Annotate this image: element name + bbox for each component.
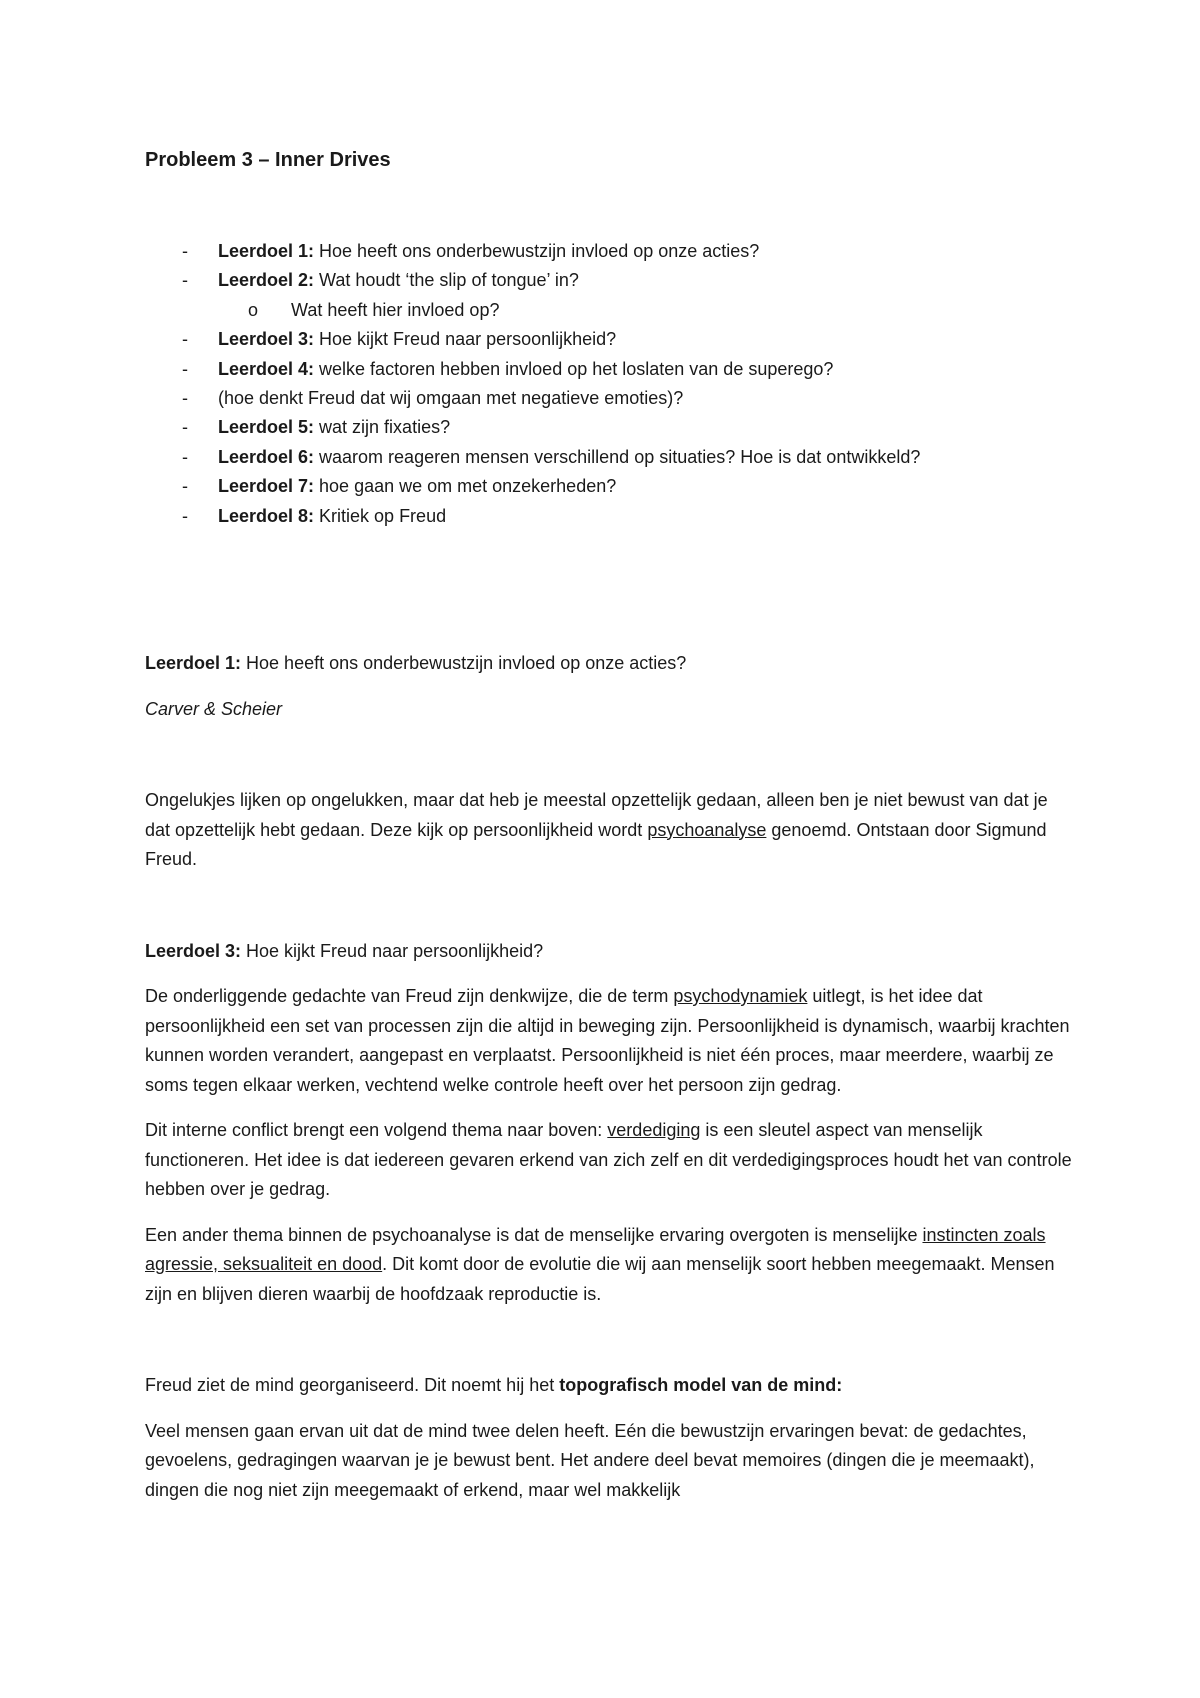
- goal-label: Leerdoel 6:: [218, 446, 315, 467]
- paragraph-text: is een sleutel aspect van menselijk functioneren. Het idee is dat iedereen gevaren erkend van zich zelf en dit verdedigingsproces houdt het van controle hebben over je gedrag.: [145, 1120, 1072, 1200]
- goal-text: (hoe denkt Freud dat wij omgaan met negatieve emoties)?: [218, 388, 684, 409]
- list-bullet: -: [182, 446, 188, 467]
- list-bullet: -: [182, 241, 188, 261]
- goal-subitem: [145, 296, 1075, 325]
- goal-item: [145, 355, 1075, 384]
- goal-text: Wat heeft hier invloed op?: [291, 299, 500, 320]
- goal-item: [145, 413, 1075, 442]
- underlined-term: instincten zoals agressie, seksualiteit en dood: [145, 1224, 1046, 1275]
- paragraph-text: Freud ziet de mind georganiseerd. Dit noemt hij het: [145, 1375, 560, 1396]
- document-content: [145, 145, 1075, 1505]
- section-leerdoel-3: [145, 937, 1075, 1310]
- section-topographic-model: [145, 1371, 1075, 1505]
- goal-text: wat zijn fixaties?: [314, 417, 451, 438]
- section-heading: [145, 649, 1075, 679]
- goal-item: [145, 384, 1075, 413]
- paragraph: [145, 786, 1075, 875]
- goal-item: [145, 502, 1075, 531]
- goal-item: [145, 237, 1075, 266]
- goal-item: [145, 443, 1075, 472]
- goal-label: Leerdoel 1:: [218, 241, 315, 261]
- list-bullet: o: [248, 299, 259, 320]
- paragraph-text: genoemd. Ontstaan door Sigmund Freud.: [145, 819, 1047, 870]
- goal-text: Wat houdt ‘the slip of tongue’ in?: [314, 270, 579, 291]
- paragraph-text: Een ander thema binnen de psychoanalyse is dat de menselijke ervaring overgoten is menselijke: [145, 1224, 923, 1245]
- goal-label: Leerdoel 3:: [218, 329, 315, 350]
- goal-text: Hoe kijkt Freud naar persoonlijkheid?: [314, 329, 617, 350]
- paragraph: [145, 1116, 1075, 1205]
- document-title: Probleem 3 – Inner Drives: [145, 149, 391, 171]
- learning-goals-list: [145, 237, 1075, 531]
- list-bullet: -: [182, 505, 188, 526]
- goal-text: hoe gaan we om met onzekerheden?: [314, 476, 617, 497]
- goal-text: waarom reageren mensen verschillend op situaties? Hoe is dat ontwikkeld?: [314, 446, 921, 467]
- heading-text: Hoe heeft ons onderbewustzijn invloed op onze acties?: [241, 653, 687, 674]
- list-bullet: -: [182, 358, 188, 379]
- goal-label: Leerdoel 2:: [218, 270, 315, 291]
- paragraph: Veel mensen gaan ervan uit dat de mind twee delen heeft. Eén die bewustzijn ervaringen bevat: de gedachtes, gevoelens, gedragingen waarvan je je bewust bent. Het andere deel bevat memoires (dingen die je meemaakt), dingen die nog niet zijn meegemaakt of erkend, maar wel makkelijk: [145, 1420, 1035, 1500]
- underlined-term: psychoanalyse: [647, 819, 767, 840]
- goal-text: Hoe heeft ons onderbewustzijn invloed op onze acties?: [314, 241, 760, 261]
- section-heading: [145, 937, 1075, 967]
- goal-text: welke factoren hebben invloed op het loslaten van de superego?: [314, 358, 834, 379]
- paragraph-text: uitlegt, is het idee dat persoonlijkheid een set van processen zijn die altijd in beweging zijn. Persoonlijkheid is dynamisch, waarbij krachten kunnen worden verandert, aangepast en verplaatst. Persoonlijkheid is niet één proces, maar meerdere, waarbij ze soms tegen elkaar werken, vechtend welke controle heeft over het persoon zijn gedrag.: [145, 986, 1070, 1095]
- paragraph-text: Ongelukjes lijken op ongelukken, maar dat heb je meestal opzettelijk gedaan, alleen ben je niet bewust van dat je dat opzettelijk hebt gedaan. Deze kijk op persoonlijkheid wordt: [145, 790, 1048, 840]
- paragraph: [145, 982, 1075, 1100]
- paragraph-text: . Dit komt door de evolutie die wij aan menselijk soort hebben meegemaakt. Mensen zijn en blijven dieren waarbij de hoofdzaak reproductie is.: [145, 1254, 1055, 1304]
- goal-item: [145, 266, 1075, 295]
- source-author: Carver & Scheier: [145, 698, 283, 719]
- underlined-term: verdediging: [607, 1120, 701, 1141]
- section-leerdoel-1: [145, 649, 1075, 875]
- list-bullet: -: [182, 417, 188, 438]
- heading-text: Hoe kijkt Freud naar persoonlijkheid?: [241, 940, 544, 961]
- goal-label: Leerdoel 8:: [218, 505, 315, 526]
- heading-label: Leerdoel 3:: [145, 940, 242, 961]
- list-bullet: -: [182, 388, 188, 409]
- list-bullet: -: [182, 476, 188, 497]
- bold-term: topografisch model van de mind:: [559, 1375, 843, 1396]
- goal-item: [145, 325, 1075, 354]
- list-bullet: -: [182, 329, 188, 350]
- underlined-term: psychodynamiek: [673, 986, 808, 1007]
- goal-text: Kritiek op Freud: [314, 505, 447, 526]
- goal-label: Leerdoel 4:: [218, 358, 315, 379]
- goal-item: [145, 472, 1075, 501]
- paragraph: [145, 1371, 1075, 1401]
- goal-label: Leerdoel 5:: [218, 417, 315, 438]
- list-bullet: -: [182, 270, 188, 291]
- paragraph-text: Dit interne conflict brengt een volgend thema naar boven:: [145, 1120, 608, 1141]
- heading-label: Leerdoel 1:: [145, 653, 242, 674]
- paragraph: [145, 1221, 1075, 1310]
- goal-label: Leerdoel 7:: [218, 476, 315, 497]
- paragraph-text: De onderliggende gedachte van Freud zijn denkwijze, die de term: [145, 986, 674, 1007]
